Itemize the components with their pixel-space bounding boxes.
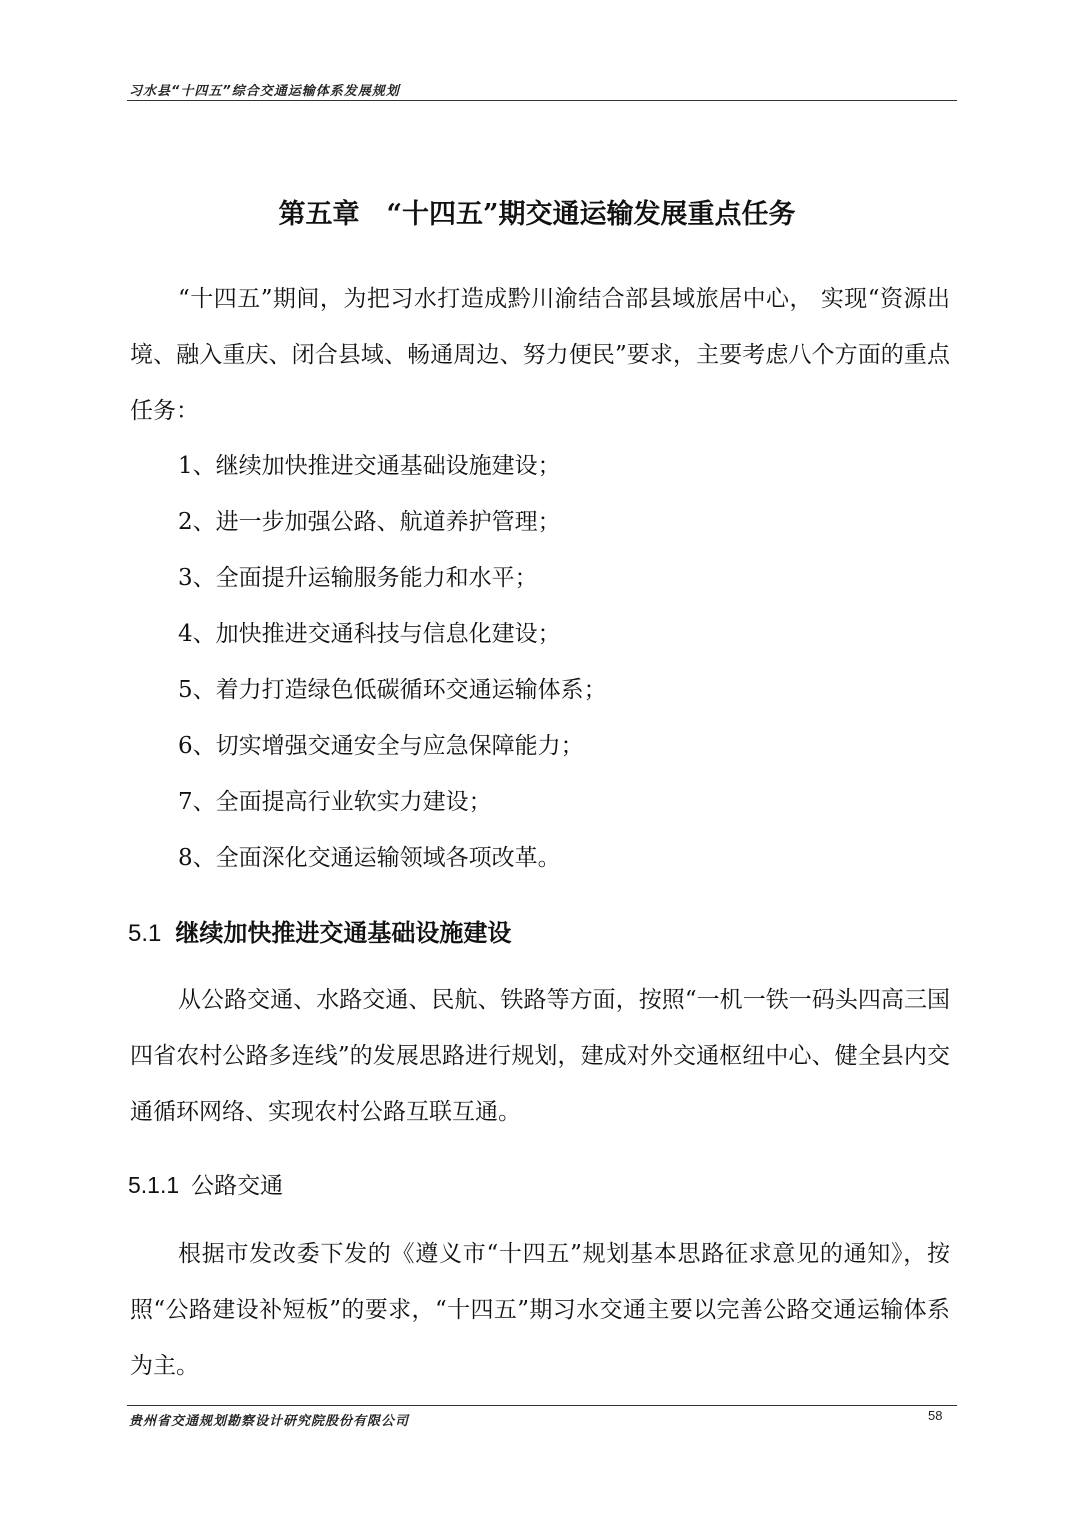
page-number: 58 (928, 1408, 943, 1423)
list-item: 2、进一步加强公路、航道养护管理； (178, 509, 561, 535)
section-heading-5-1-1 (128, 1167, 283, 1200)
list-item: 1、继续加快推进交通基础设施建设； (178, 453, 561, 479)
running-header: 习水县“十四五”综合交通运输体系发展规划 (129, 84, 400, 99)
section-number: 5.1 (128, 920, 162, 947)
section-5-1-1-paragraph: 根据市发改委下发的《遵义市“十四五”规划基本思路征求意见的通知》，按照“公路建设补短板”的要求，“十四五”期习水交通主要以完善公路交通运输体系为主。 (130, 1241, 950, 1379)
list-item: 3、全面提升运输服务能力和水平； (178, 565, 538, 591)
list-item: 6、切实增强交通安全与应急保障能力； (178, 733, 584, 759)
footer-divider (127, 1405, 957, 1406)
intro-paragraph: “十四五”期间，为把习水打造成黔川渝结合部县域旅居中心， 实现“资源出境、融入重庆、闭合县域、畅通周边、努力便民”要求，主要考虑八个方面的重点任务： (130, 286, 950, 424)
section-title: 继续加快推进交通基础设施建设 (175, 919, 512, 947)
section-title: 公路交通 (191, 1173, 284, 1199)
section-5-1-paragraph: 从公路交通、水路交通、民航、铁路等方面，按照“一机一铁一码头四高三国四省农村公路多连线”的发展思路进行规划，建成对外交通枢纽中心、健全县内交通循环网络、实现农村公路互联互通。 (130, 987, 950, 1125)
list-item: 8、全面深化交通运输领域各项改革。 (178, 845, 561, 871)
list-item: 7、全面提高行业软实力建设； (178, 789, 492, 815)
header-divider (127, 100, 957, 101)
list-item: 5、着力打造绿色低碳循环交通运输体系； (178, 677, 607, 703)
footer-organization: 贵州省交通规划勘察设计研究院股份有限公司 (129, 1414, 410, 1429)
section-heading-5-1 (128, 913, 511, 948)
section-number: 5.1.1 (128, 1172, 180, 1198)
list-item: 4、加快推进交通科技与信息化建设； (178, 621, 561, 647)
chapter-title: 第五章 “十四五”期交通运输发展重点任务 (278, 199, 796, 230)
task-list (178, 438, 607, 886)
